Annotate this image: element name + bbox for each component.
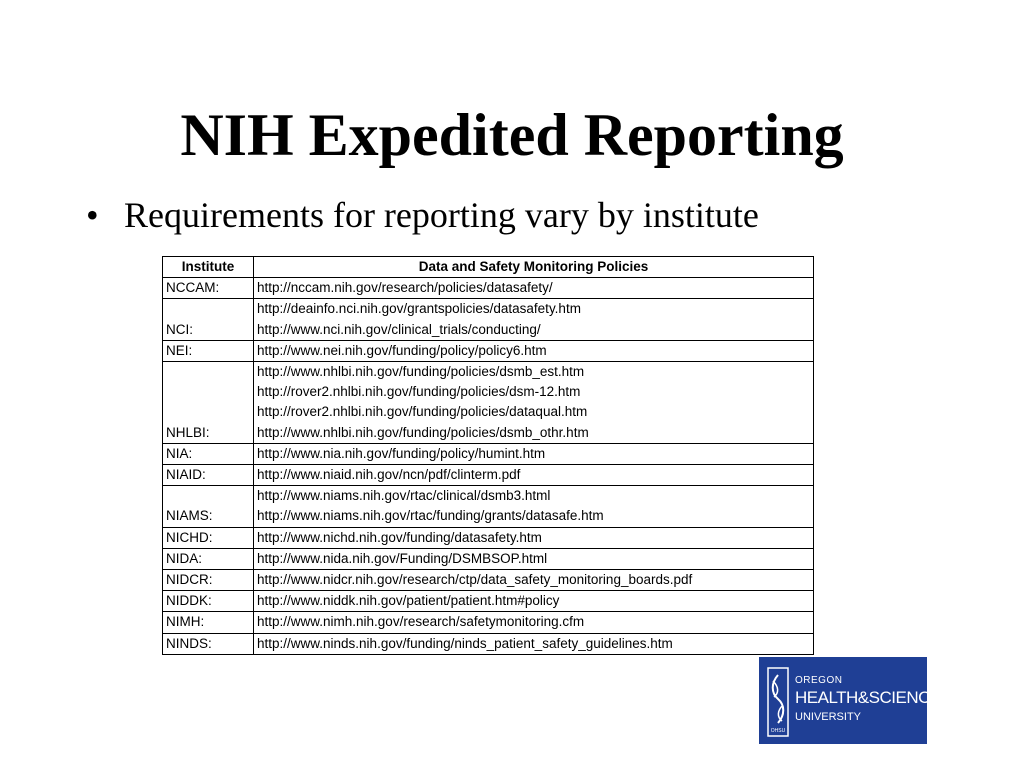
table-row	[163, 443, 814, 464]
institute-cell: NIAID:	[163, 465, 254, 486]
table-row	[163, 465, 814, 486]
header-institute: Institute	[163, 257, 254, 278]
policy-urls-cell	[254, 591, 814, 612]
policy-urls-cell	[254, 299, 814, 340]
policy-urls-cell	[254, 465, 814, 486]
ohsu-emblem-icon	[767, 667, 789, 737]
policy-url-link[interactable]: http://www.nia.nih.gov/funding/policy/humint.htm	[257, 445, 546, 461]
policy-urls-cell	[254, 612, 814, 633]
policy-url-link[interactable]: http://www.nci.nih.gov/clinical_trials/conducting/	[257, 321, 541, 337]
policy-url-link[interactable]: http://rover2.nhlbi.nih.gov/funding/policies/dsm-12.htm	[257, 384, 581, 400]
bullet-point	[86, 194, 759, 236]
table-row	[163, 548, 814, 569]
policy-url-link[interactable]: http://www.niams.nih.gov/rtac/funding/grants/datasafe.htm	[257, 508, 604, 524]
table-row	[163, 591, 814, 612]
policy-urls-cell	[254, 527, 814, 548]
policy-url-link[interactable]: http://www.niaid.nih.gov/ncn/pdf/clinterm.pdf	[257, 467, 521, 483]
ohsu-logo	[759, 657, 941, 744]
policies-table	[162, 256, 814, 655]
table-row	[163, 612, 814, 633]
policy-url-link[interactable]: http://www.nimh.nih.gov/research/safetymonitoring.cfm	[257, 614, 585, 630]
policy-url-link[interactable]: http://www.nhlbi.nih.gov/funding/policies/dsmb_est.htm	[257, 364, 585, 380]
table-body	[163, 278, 814, 655]
table-row	[163, 486, 814, 527]
policy-url-link[interactable]: http://www.niddk.nih.gov/patient/patient.htm#policy	[257, 593, 560, 609]
table-row	[163, 299, 814, 340]
logo-line-oregon: OREGON	[795, 675, 843, 686]
policy-urls-cell	[254, 570, 814, 591]
policy-urls-cell	[254, 486, 814, 527]
policy-urls-cell	[254, 278, 814, 299]
policy-urls-cell	[254, 633, 814, 654]
logo-line-university: UNIVERSITY	[795, 711, 862, 723]
policy-urls-cell	[254, 362, 814, 444]
institute-cell: NIA:	[163, 443, 254, 464]
policy-url-link[interactable]: http://www.nei.nih.gov/funding/policy/policy6.htm	[257, 342, 547, 358]
institute-cell: NIDCR:	[163, 570, 254, 591]
institute-cell: NCCAM:	[163, 278, 254, 299]
logo-line-health-science: HEALTH&SCIENCE	[795, 688, 941, 707]
policy-urls-cell	[254, 340, 814, 361]
policy-urls-cell	[254, 548, 814, 569]
institute-cell: NCI:	[163, 299, 254, 340]
policy-url-link[interactable]: http://www.nida.nih.gov/Funding/DSMBSOP.html	[257, 550, 548, 566]
table-row	[163, 340, 814, 361]
policy-urls-cell	[254, 443, 814, 464]
policy-url-link[interactable]: http://www.ninds.nih.gov/funding/ninds_patient_safety_guidelines.htm	[257, 635, 673, 651]
institute-cell: NINDS:	[163, 633, 254, 654]
institute-cell: NIAMS:	[163, 486, 254, 527]
policy-url-link[interactable]: http://nccam.nih.gov/research/policies/datasafety/	[257, 280, 553, 296]
table-row	[163, 570, 814, 591]
table-header-row	[163, 257, 814, 278]
bullet-text: Requirements for reporting vary by institute	[124, 195, 759, 235]
bullet-marker: •	[86, 195, 99, 235]
policy-url-link[interactable]: http://www.nhlbi.nih.gov/funding/policies/dsmb_othr.htm	[257, 424, 589, 440]
policy-url-link[interactable]: http://rover2.nhlbi.nih.gov/funding/policies/dataqual.htm	[257, 404, 588, 420]
table-row	[163, 278, 814, 299]
svg-text:OHSU: OHSU	[770, 728, 786, 734]
institute-cell: NIDDK:	[163, 591, 254, 612]
institute-cell: NIDA:	[163, 548, 254, 569]
institute-cell: NIMH:	[163, 612, 254, 633]
header-policies: Data and Safety Monitoring Policies	[254, 257, 814, 278]
institute-cell: NICHD:	[163, 527, 254, 548]
table-row	[163, 527, 814, 548]
table-row	[163, 362, 814, 444]
policy-url-link[interactable]: http://www.nidcr.nih.gov/research/ctp/data_safety_monitoring_boards.pdf	[257, 572, 693, 588]
policy-url-link[interactable]: http://www.nichd.nih.gov/funding/datasafety.htm	[257, 529, 542, 545]
institute-cell: NHLBI:	[163, 362, 254, 444]
table-row	[163, 633, 814, 654]
slide-title: NIH Expedited Reporting	[180, 102, 844, 168]
policy-url-link[interactable]: http://deainfo.nci.nih.gov/grantspolicies/datasafety.htm	[257, 301, 581, 317]
institute-cell: NEI:	[163, 340, 254, 361]
policy-url-link[interactable]: http://www.niams.nih.gov/rtac/clinical/dsmb3.html	[257, 488, 551, 504]
